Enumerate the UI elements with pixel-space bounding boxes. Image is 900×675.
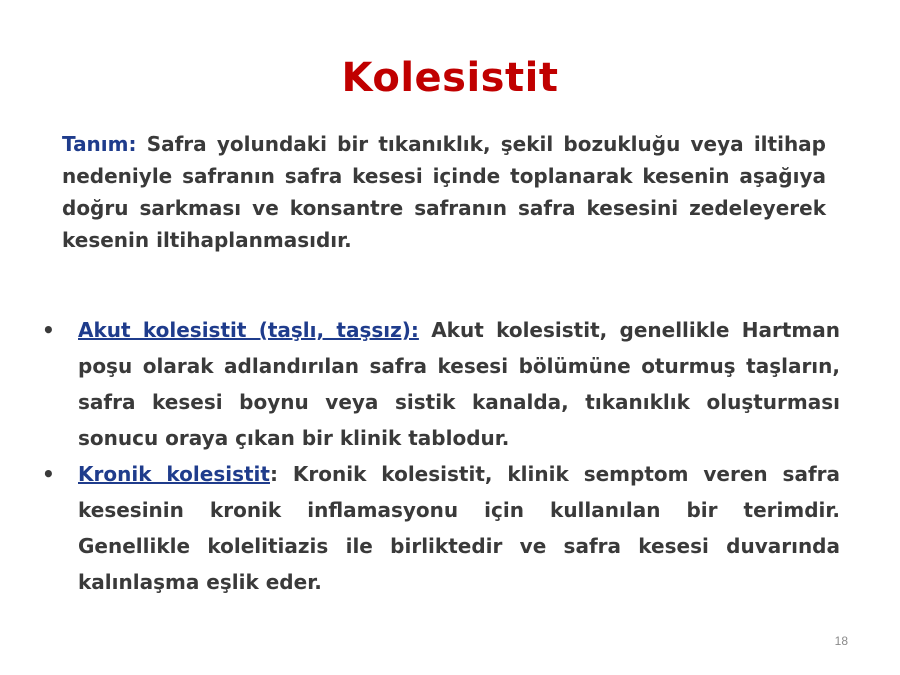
bullet-acute-cholecystitis [40, 312, 840, 456]
bullet-dot-icon: • [42, 318, 55, 342]
chronic-cholecystitis-text: Kronik kolesistit, klinik semptom veren safra kesesinin kronik inflamasyonu için kullanılan bir terimdir. Genellikle kolelitiazis ile birliktedir ve safra kesesi duvarında kalınlaşma eşlik eder. [78, 462, 841, 594]
bullet-chronic-cholecystitis [40, 456, 840, 600]
acute-cholecystitis-term: Akut kolesistit (taşlı, taşsız): [78, 318, 419, 342]
chronic-cholecystitis-term: Kronik kolesistit [78, 462, 270, 486]
definition-label: Tanım: [62, 132, 137, 156]
acute-cholecystitis-text: Akut kolesistit, genellikle Hartman poşu olarak adlandırılan safra kesesi bölümüne oturmuş taşların, safra kesesi boynu veya sistik kanalda, tıkanıklık oluşturması sonucu oraya çıkan bir klinik tablodur. [78, 318, 840, 450]
chronic-cholecystitis-separator: : [269, 462, 278, 486]
slide-title: Kolesistit [341, 55, 559, 101]
page-number: 18 [834, 634, 848, 648]
bullet-dot-icon: • [42, 462, 55, 486]
definition-paragraph [62, 128, 826, 256]
bullet-list [40, 312, 840, 600]
definition-text: Safra yolundaki bir tıkanıklık, şekil bozukluğu veya iltihap nedeniyle safranın safra kesesi içinde toplanarak kesenin aşağıya doğru sarkması ve konsantre safranın safra kesesini zedeleyerek kesenin iltihaplanmasıdır. [62, 132, 826, 252]
